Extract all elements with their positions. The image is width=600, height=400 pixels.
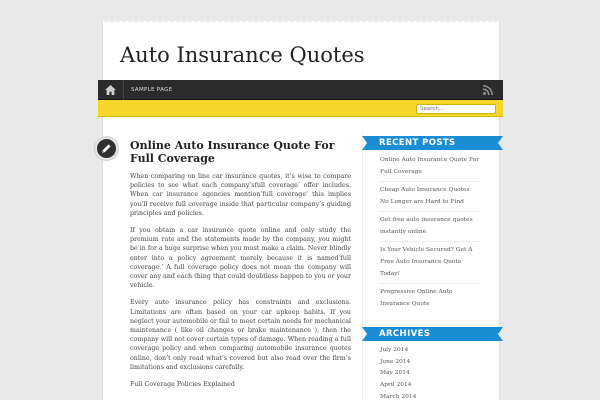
home-icon[interactable] (98, 80, 124, 100)
recent-post-link[interactable]: Cheap Auto Insurance Quotes No Longer are Hard to Find (380, 182, 480, 212)
recent-post-link[interactable]: Online Auto Insurance Quote For Full Coverage (380, 152, 480, 182)
post-paragraph: If you obtain a car insurance quote online and only study the premium rate and the statements made by the company, you might be in for a huge surprise when you must make a claim. Never blindly enter into a policy agreement merely because it is named‘full coverage.’ A full coverage policy does not mean the company will cover any and each thing that could doubtless happen to you or your vehicle. (130, 227, 351, 290)
search-input[interactable] (416, 104, 496, 114)
post-subheading: Full Coverage Policies Explained (130, 381, 235, 389)
post-paragraph: Every auto insurance policy has constraints and exclusions. Limitations are often based on your car upkeep habits. If you neglect your automobile or fail to meet certain needs for mechanical maintenance ( like oil changes or brake maintenance ), then the company will not cover certain types of damage. When reading a full coverage policy and when comparing automobile insurance quotes online, don’t only read what’s covered but also read over the firm’s limitations and exclusions carefully. (130, 299, 351, 371)
sidebar-divider (362, 133, 363, 400)
archive-link[interactable]: April 2014 (380, 382, 412, 389)
recent-posts-list (380, 152, 480, 313)
archive-link[interactable]: May 2014 (380, 370, 410, 377)
post-content (130, 172, 351, 397)
site-title[interactable]: Auto Insurance Quotes (120, 43, 365, 67)
main-navigation (98, 80, 503, 100)
archive-link[interactable]: June 2014 (380, 358, 411, 365)
archives-list (380, 345, 480, 400)
recent-post-link[interactable]: Is Your Vehicle Secured? Get A Free Auto Insurance Quote Today! (380, 242, 480, 284)
archives-heading: ARCHIVES (367, 327, 498, 341)
post-title[interactable]: Online Auto Insurance Quote For Full Coverage (130, 139, 335, 165)
archive-link[interactable]: March 2014 (380, 393, 417, 400)
archive-link[interactable]: July 2014 (380, 347, 409, 353)
post-paragraph: When comparing on line car insurance quotes, it’s wise to compare policies to see what each company’sfull coverage’ offer includes. When car insurance agencies mention‘full coverage’ this implies you’ll receive full coverage inside that particular company’s guiding principles and policies. (130, 173, 351, 217)
recent-post-link[interactable]: Get free auto insurance quotes instantly online (380, 212, 480, 242)
nav-item-sample-page[interactable]: SAMPLE PAGE (131, 87, 173, 93)
pencil-icon (95, 137, 118, 160)
page-zigzag-edge (103, 19, 499, 25)
recent-posts-heading: RECENT POSTS (367, 136, 498, 150)
rss-icon[interactable] (483, 85, 493, 95)
recent-post-link[interactable]: Progressive Online Auto Insurance Quote (380, 289, 453, 307)
